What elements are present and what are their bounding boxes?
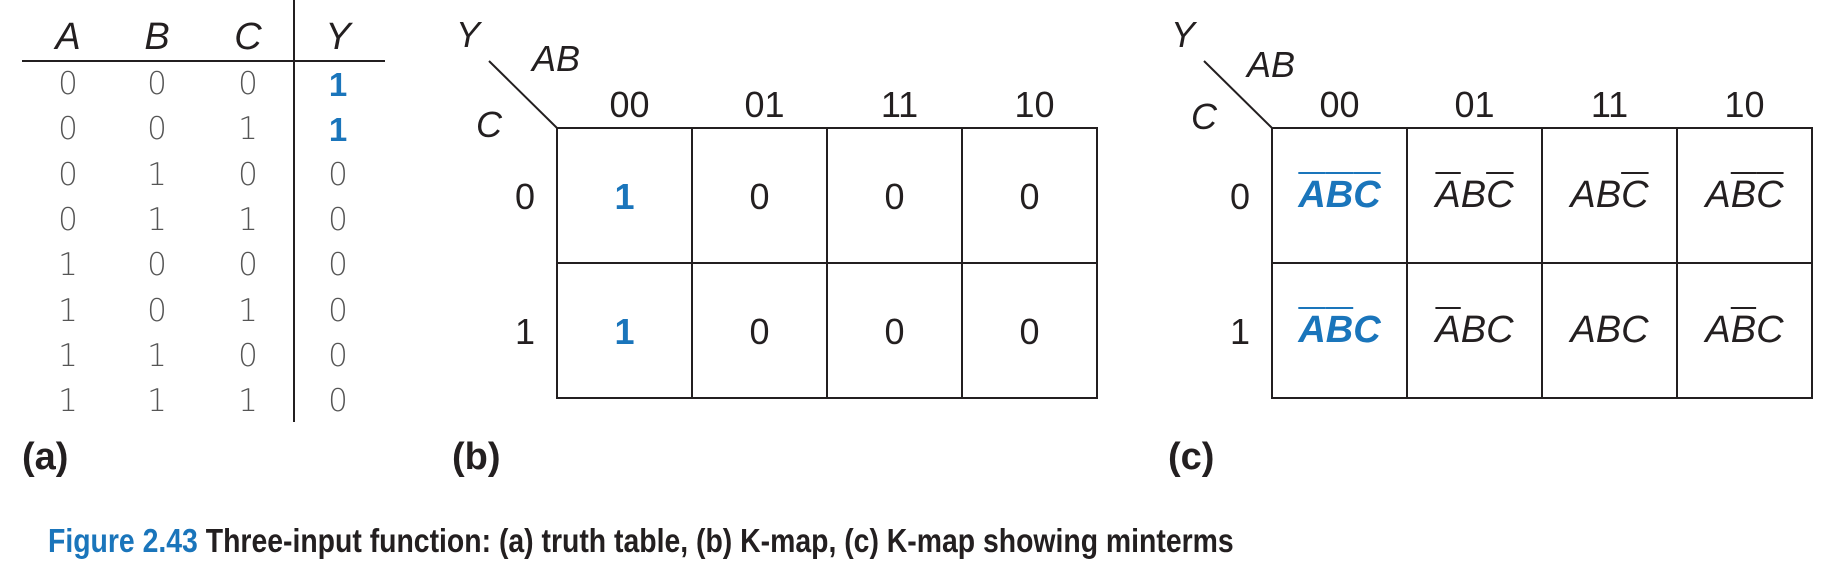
truth-table-input-cell: 0 bbox=[147, 292, 167, 329]
kmap-b-cell: 1 bbox=[614, 311, 635, 352]
minterm-literal-b: B bbox=[1595, 174, 1622, 216]
kmap-b-cell: 0 bbox=[884, 311, 905, 352]
truth-table-input-cell: 1 bbox=[238, 292, 258, 329]
minterm-literal-a: A bbox=[1570, 174, 1596, 216]
figure-caption-text: Three-input function: (a) truth table, (b) K-map, (c) K-map showing minterms bbox=[205, 522, 1234, 559]
kmap-b-col-header: 11 bbox=[880, 84, 919, 125]
kmap-c-col-var-label: AB bbox=[1247, 44, 1296, 85]
minterm-literal-b-bar: $\overline{B}$ bbox=[1325, 174, 1354, 216]
kmap-c bbox=[1155, 0, 1825, 420]
minterm-literal-c-bar: $\overline{C}$ bbox=[1353, 174, 1381, 216]
kmap-b-cell: 0 bbox=[1019, 311, 1040, 352]
kmap-b-cell: 0 bbox=[884, 176, 905, 217]
truth-table-output-cell: 0 bbox=[328, 156, 348, 193]
figure-number: Figure 2.43 bbox=[48, 522, 198, 559]
truth-table-output-cell: 0 bbox=[328, 383, 348, 420]
kmap-b-col-header: 10 bbox=[1014, 84, 1055, 125]
kmap-b-row-var-label: C bbox=[476, 104, 502, 145]
kmap-b-row-header: 1 bbox=[514, 311, 536, 352]
minterm-literal-b: B bbox=[1595, 309, 1622, 351]
kmap-b-col-var-label: AB bbox=[532, 38, 581, 79]
minterm-literal-a: A bbox=[1705, 174, 1731, 216]
truth-table-output-cell: 1 bbox=[328, 66, 348, 103]
truth-table-input-cell: 1 bbox=[147, 156, 167, 193]
truth-table-input-cell: 1 bbox=[147, 201, 167, 238]
minterm-literal-a-bar: $\overline{A}$ bbox=[1298, 309, 1326, 351]
kmap-c-minterm bbox=[1407, 174, 1542, 217]
truth-table bbox=[0, 0, 400, 440]
kmap-c-minterm bbox=[1542, 174, 1677, 217]
minterm-literal-a-bar: $\overline{A}$ bbox=[1435, 309, 1461, 351]
kmap-c-col-header: 11 bbox=[1590, 84, 1629, 125]
truth-table-input-cell: 0 bbox=[238, 247, 258, 284]
kmap-b-row-header: 0 bbox=[514, 176, 536, 217]
kmap-c-col-header: 10 bbox=[1724, 84, 1765, 125]
figure-caption bbox=[48, 522, 1234, 560]
truth-table-input-cell: 0 bbox=[58, 66, 78, 102]
minterm-literal-c-bar: $\overline{C}$ bbox=[1621, 174, 1649, 216]
truth-table-input-cell: 0 bbox=[238, 66, 258, 102]
minterm-literal-c: C bbox=[1353, 309, 1381, 351]
kmap-c-col-header: 01 bbox=[1454, 84, 1495, 125]
kmap-b-output-label: Y bbox=[456, 14, 481, 55]
minterm-literal-b: B bbox=[1460, 174, 1487, 216]
minterm-literal-c: C bbox=[1621, 309, 1649, 351]
minterm-literal-b-bar: $\overline{B}$ bbox=[1730, 309, 1757, 351]
truth-table-output-cell: 1 bbox=[328, 111, 348, 149]
kmap-b-col-header: 00 bbox=[609, 84, 650, 125]
truth-table-input-cell: 1 bbox=[238, 201, 258, 238]
kmap-c-row-var-label: C bbox=[1191, 96, 1217, 137]
truth-table-input-cell: 1 bbox=[147, 383, 167, 420]
subfigure-label-b: (b) bbox=[452, 436, 501, 478]
truth-table-input-cell: 1 bbox=[58, 337, 78, 374]
truth-table-input-cell: 1 bbox=[58, 292, 78, 329]
truth-table-input-cell: 1 bbox=[58, 383, 78, 420]
truth-table-output-cell: 0 bbox=[328, 247, 348, 284]
truth-table-input-cell: 1 bbox=[238, 383, 258, 420]
kmap-c-minterm bbox=[1542, 309, 1677, 352]
subfigure-label-c: (c) bbox=[1168, 436, 1215, 478]
kmap-b-cell: 1 bbox=[614, 176, 635, 217]
kmap-c-col-header: 00 bbox=[1319, 84, 1360, 125]
minterm-literal-c-bar: $\overline{C}$ bbox=[1756, 174, 1784, 216]
kmap-b bbox=[440, 0, 1120, 420]
minterm-literal-b-bar: $\overline{B}$ bbox=[1325, 309, 1354, 351]
minterm-literal-a: A bbox=[1705, 309, 1731, 351]
minterm-literal-c-bar: $\overline{C}$ bbox=[1486, 174, 1514, 216]
kmap-b-col-header: 01 bbox=[744, 84, 785, 125]
minterm-literal-a: A bbox=[1570, 309, 1596, 351]
truth-table-input-cell: 1 bbox=[238, 111, 258, 148]
truth-table-input-cell: 0 bbox=[147, 247, 167, 284]
minterm-literal-c: C bbox=[1756, 309, 1784, 351]
truth-table-input-cell: 0 bbox=[238, 337, 258, 374]
kmap-c-minterm bbox=[1677, 309, 1812, 352]
truth-table-input-cell: 0 bbox=[238, 156, 258, 193]
kmap-b-cell: 0 bbox=[1019, 176, 1040, 217]
subfigure-label-a: (a) bbox=[22, 436, 69, 478]
truth-table-input-cell: 0 bbox=[147, 111, 167, 148]
kmap-c-output-label: Y bbox=[1171, 14, 1196, 55]
truth-table-input-cell: 1 bbox=[58, 247, 78, 284]
kmap-b-cell: 0 bbox=[749, 176, 770, 217]
kmap-b-cell: 0 bbox=[749, 311, 770, 352]
kmap-c-minterm bbox=[1407, 309, 1542, 352]
kmap-c-minterm bbox=[1677, 174, 1812, 217]
truth-table-input-cell: 0 bbox=[58, 111, 78, 148]
truth-table-header-y: Y bbox=[325, 16, 351, 58]
truth-table-output-cell: 0 bbox=[328, 292, 348, 329]
minterm-literal-a-bar: $\overline{A}$ bbox=[1298, 174, 1326, 216]
truth-table-output-cell: 0 bbox=[328, 337, 348, 374]
truth-table-input-cell: 0 bbox=[147, 66, 167, 102]
kmap-c-minterm bbox=[1272, 309, 1407, 352]
minterm-literal-b: B bbox=[1460, 309, 1487, 351]
minterm-literal-c: C bbox=[1486, 309, 1514, 351]
kmap-c-row-header: 0 bbox=[1229, 176, 1251, 217]
kmap-c-minterm bbox=[1272, 174, 1407, 217]
truth-table-input-cell: 0 bbox=[58, 201, 78, 238]
kmap-c-row-header: 1 bbox=[1229, 311, 1251, 352]
truth-table-header-a: A bbox=[55, 16, 81, 58]
truth-table-header-c: C bbox=[234, 16, 262, 58]
truth-table-input-cell: 0 bbox=[58, 156, 78, 193]
minterm-literal-b-bar: $\overline{B}$ bbox=[1730, 174, 1757, 216]
truth-table-input-cell: 1 bbox=[147, 337, 167, 374]
truth-table-output-cell: 0 bbox=[328, 201, 348, 238]
minterm-literal-a-bar: $\overline{A}$ bbox=[1435, 174, 1461, 216]
truth-table-header-b: B bbox=[144, 16, 170, 58]
